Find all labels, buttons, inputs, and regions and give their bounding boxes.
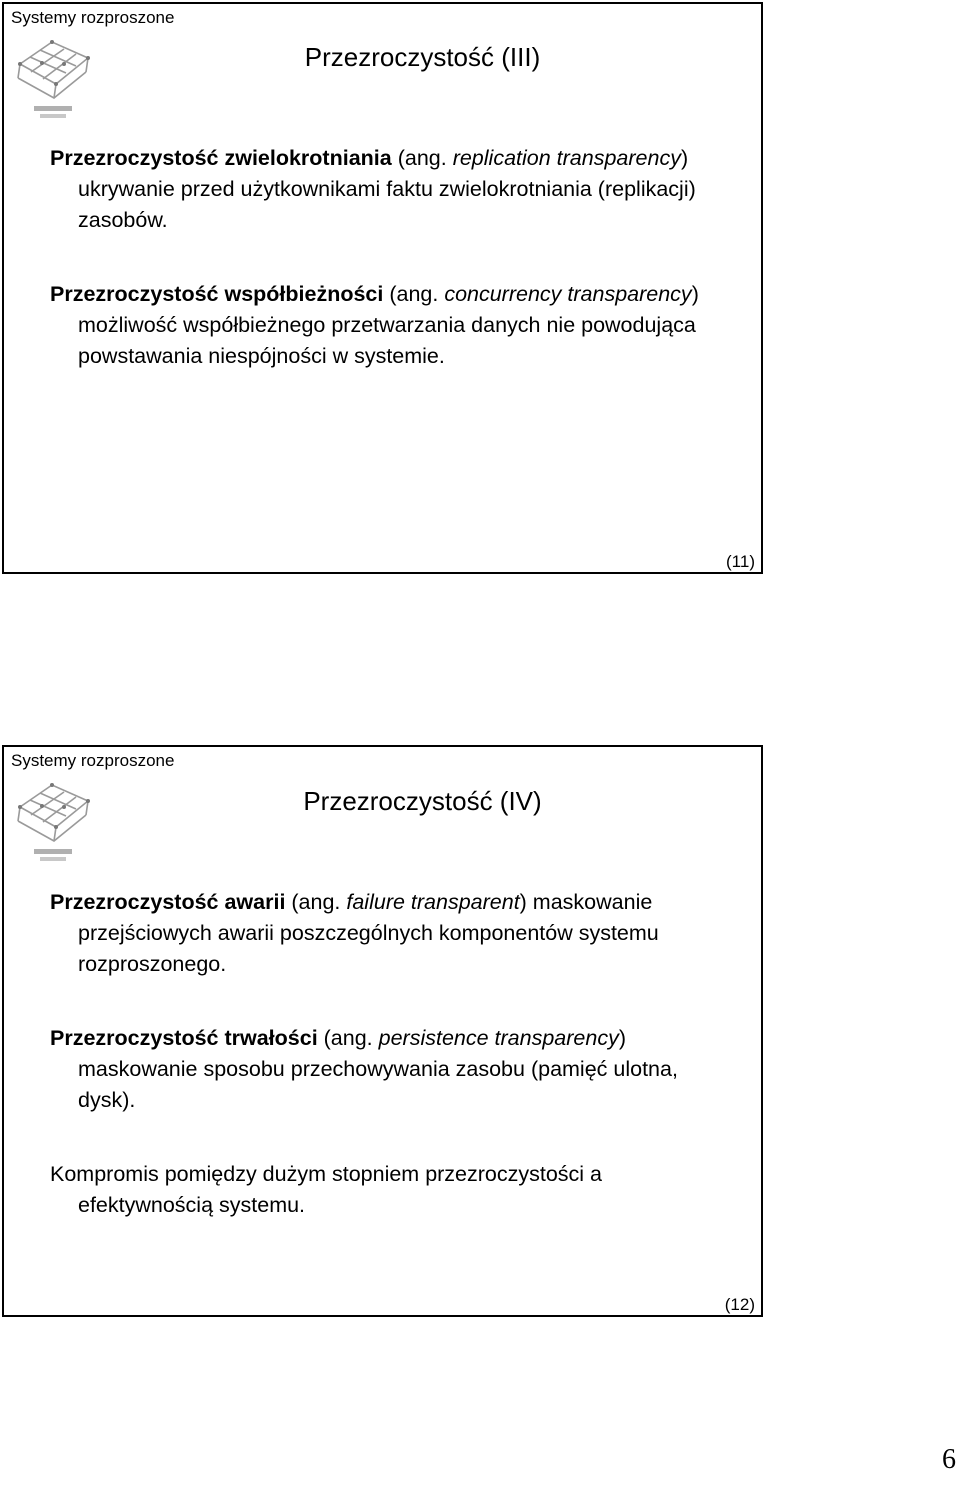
course-label: Systemy rozproszone (11, 8, 175, 27)
definition-failure (50, 887, 740, 980)
definition-replication (50, 143, 740, 236)
slide-title: Przezroczystość (III) (304, 42, 541, 72)
page-number: 6 (942, 1444, 956, 1475)
definition-text: ) maskowanie sposobu przechowywania zasobu (pamięć ulotna, dysk). (78, 1026, 678, 1112)
definition-text: ) maskowanie przejściowych awarii poszczególnych komponentów systemu rozproszonego. (78, 890, 659, 976)
ang-prefix: (ang. (285, 890, 347, 914)
slide-12 (2, 745, 763, 1317)
english-term: replication transparency (452, 146, 681, 170)
english-term: concurrency transparency (444, 282, 692, 306)
compromise-note: Kompromis pomiędzy dużym stopniem przezroczystości a efektywnością systemu. (50, 1162, 603, 1217)
slide-number: (11) (726, 552, 755, 571)
term: Przezroczystość awarii (50, 890, 286, 914)
definition-text: ) ukrywanie przed użytkownikami faktu zwielokrotniania (replikacji) zasobów. (78, 146, 696, 232)
slide-number: (12) (724, 1295, 755, 1314)
definition-text: ) możliwość współbieżnego przetwarzania danych nie powodująca powstawania niespójności w systemie. (78, 282, 699, 368)
ang-prefix: (ang. (391, 146, 453, 170)
ang-prefix: (ang. (383, 282, 445, 306)
slide-content (50, 887, 740, 1264)
term: Przezroczystość zwielokrotniania (50, 146, 392, 170)
ang-prefix: (ang. (317, 1026, 379, 1050)
definition-concurrency (50, 279, 740, 372)
slide-content (50, 143, 740, 415)
term: Przezroczystość trwałości (50, 1026, 318, 1050)
term: Przezroczystość współbieżności (50, 282, 384, 306)
english-term: persistence transparency (378, 1026, 619, 1050)
slide-title: Przezroczystość (IV) (303, 786, 542, 816)
definition-persistence (50, 1023, 740, 1116)
english-term: failure transparent (346, 890, 520, 914)
course-label: Systemy rozproszone (11, 751, 175, 770)
slide-11 (2, 2, 763, 574)
